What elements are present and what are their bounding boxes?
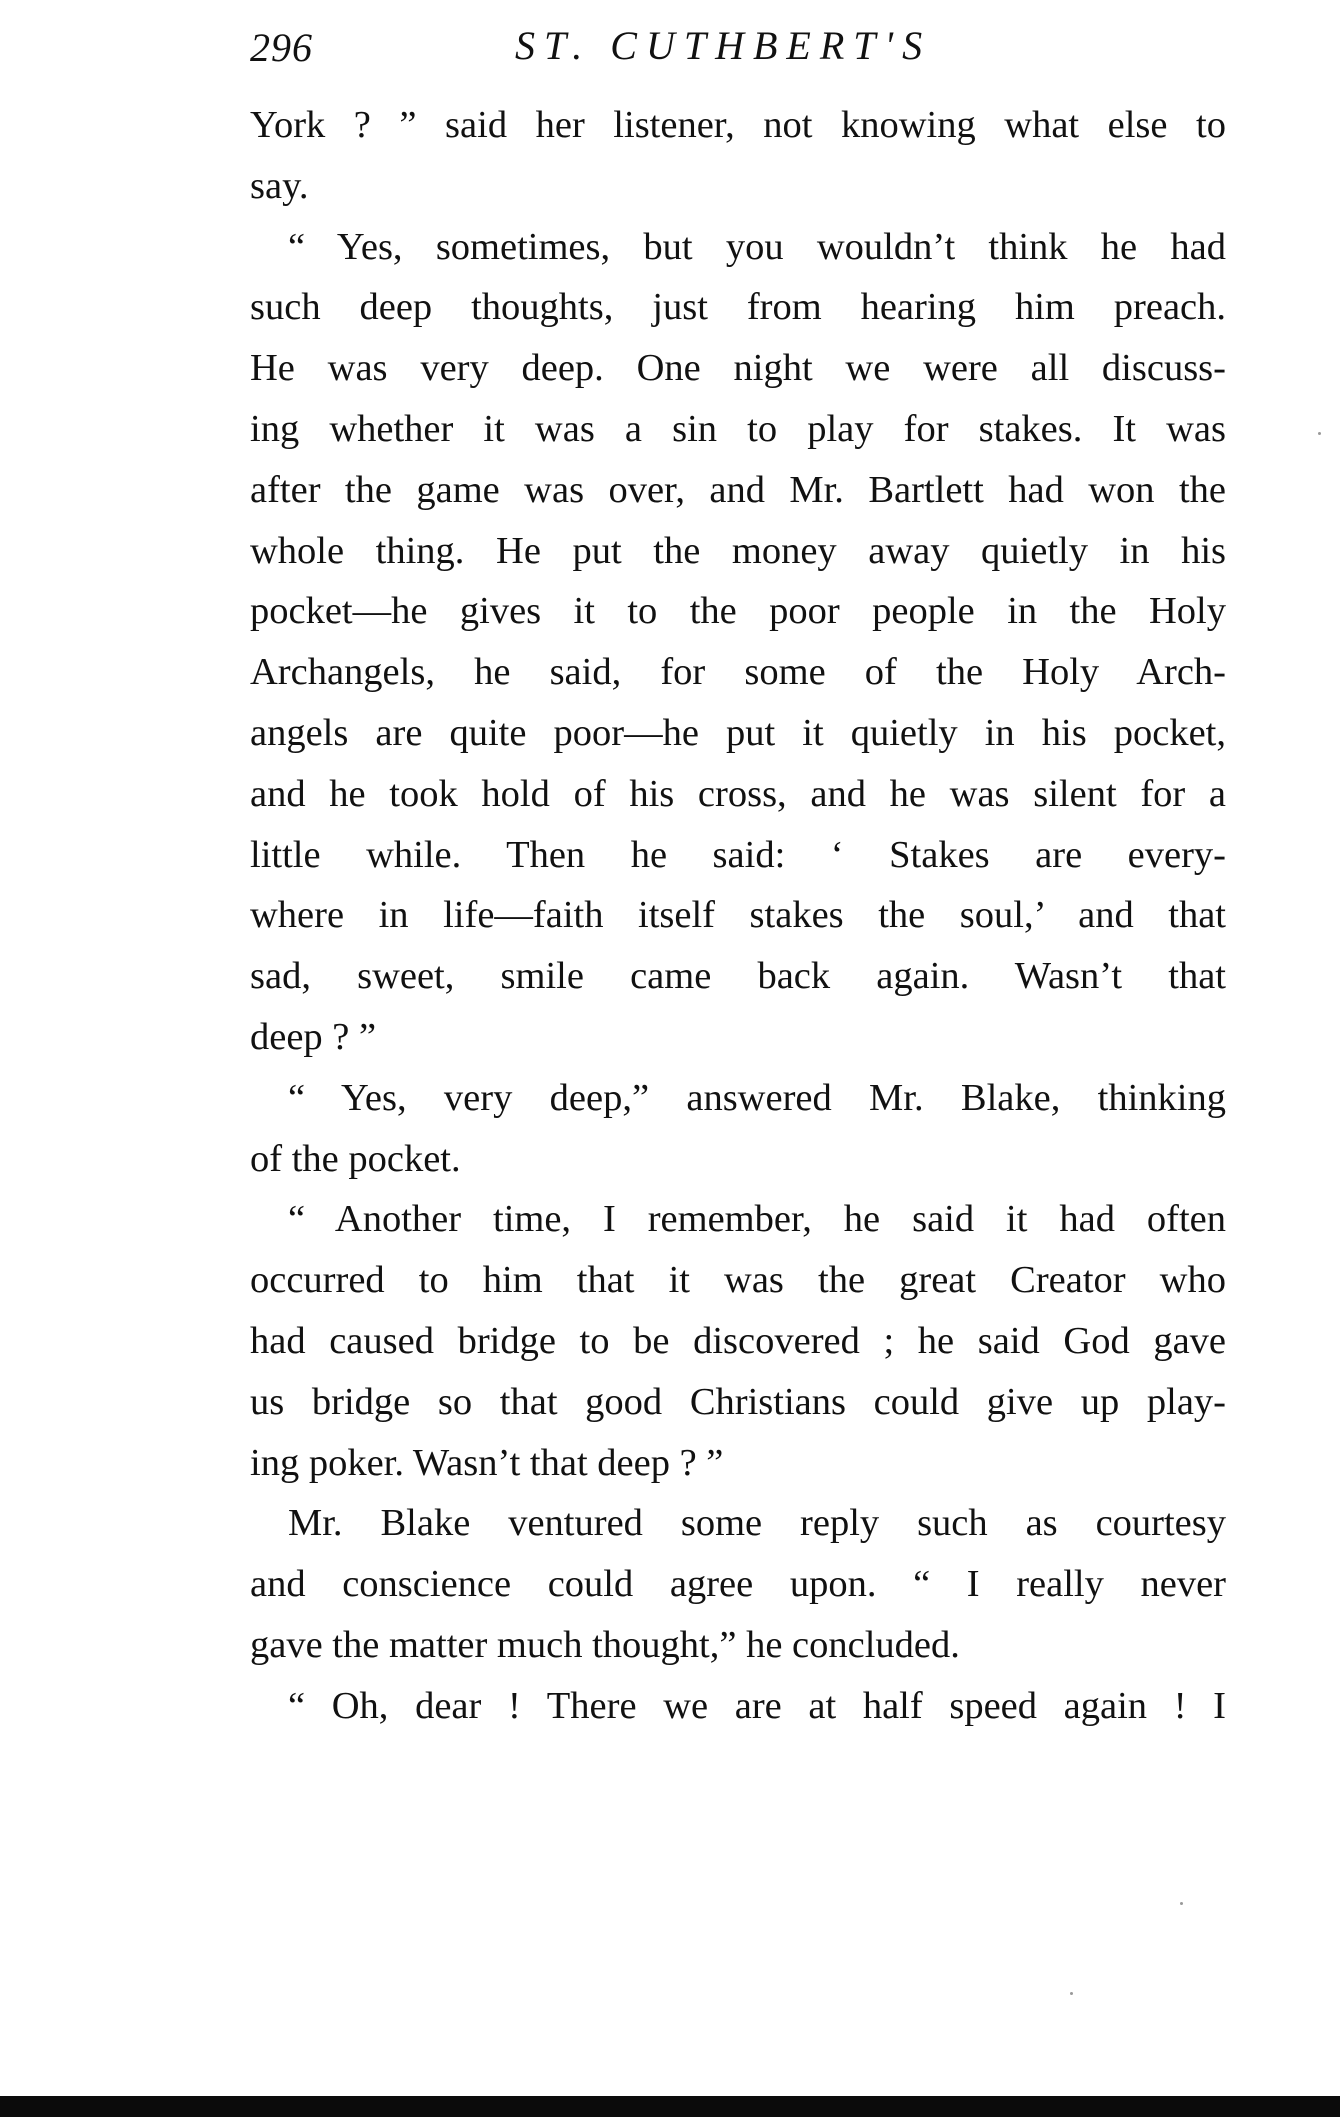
text-line: after the game was over, and Mr. Bartlett had won the (250, 468, 1226, 511)
text-line: “ Oh, dear ! There we are at half speed again ! I (288, 1684, 1226, 1727)
page-number: 296 (250, 25, 313, 70)
text-line: us bridge so that good Christians could give up play- (250, 1380, 1226, 1423)
text-line: whole thing. He put the money away quietly in his (250, 529, 1226, 572)
text-line: sad, sweet, smile came back again. Wasn’t that (250, 955, 1226, 998)
text-line: say. (250, 164, 309, 207)
text-line: deep ? ” (250, 1015, 377, 1058)
text-line: He was very deep. One night we were all discuss- (250, 347, 1226, 390)
scan-speck (1180, 1902, 1183, 1905)
text-line: Mr. Blake ventured some reply such as courtesy (288, 1502, 1226, 1545)
text-line: of the pocket. (250, 1137, 461, 1180)
text-line: and conscience could agree upon. “ I really never (250, 1563, 1226, 1606)
text-line: had caused bridge to be discovered ; he said God gave (250, 1319, 1226, 1362)
text-line: occurred to him that it was the great Creator who (250, 1259, 1226, 1302)
text-line: Archangels, he said, for some of the Holy Arch- (250, 651, 1226, 694)
text-line: gave the matter much thought,” he concluded. (250, 1623, 960, 1666)
bottom-rule (0, 2096, 1340, 2117)
text-line: ing poker. Wasn’t that deep ? ” (250, 1441, 724, 1484)
text-line: “ Another time, I remember, he said it had often (288, 1198, 1226, 1241)
text-line: ing whether it was a sin to play for stakes. It was (250, 407, 1226, 450)
text-line: “ Yes, sometimes, but you wouldn’t think he had (288, 225, 1226, 268)
text-line: pocket—he gives it to the poor people in the Holy (250, 590, 1226, 633)
text-line: “ Yes, very deep,” answered Mr. Blake, thinking (288, 1076, 1226, 1119)
text-line: where in life—faith itself stakes the soul,’ and that (250, 894, 1226, 937)
running-head: ST. CUTHBERT'S (515, 23, 932, 68)
text-line: angels are quite poor—he put it quietly in his pocket, (250, 711, 1226, 754)
text-line: such deep thoughts, just from hearing him preach. (250, 286, 1226, 329)
scan-speck (1318, 432, 1321, 435)
text-line: little while. Then he said: ‘ Stakes are every- (250, 833, 1226, 876)
body-text (250, 95, 1226, 1737)
text-line: York ? ” said her listener, not knowing what else to (250, 104, 1226, 146)
text-line: and he took hold of his cross, and he was silent for a (250, 772, 1226, 815)
page-header (250, 18, 1230, 78)
scan-speck (1070, 1992, 1073, 1995)
